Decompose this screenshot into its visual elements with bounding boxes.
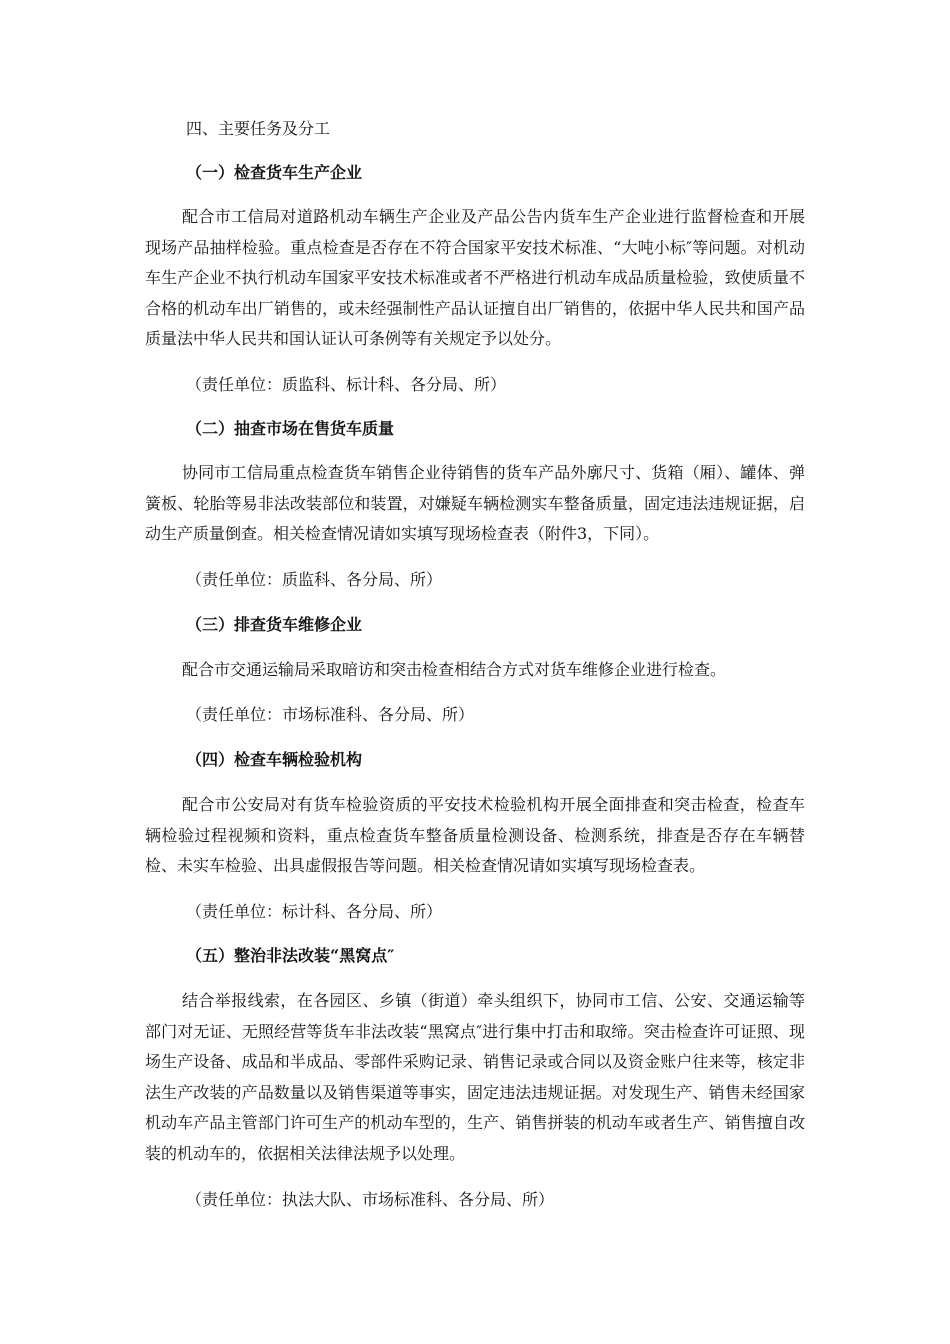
- subsection-body-5: 结合举报线索，在各园区、乡镇（街道）牵头组织下，协同市工信、公安、交通运输等部门对无证、无照经营等货车非法改装“黑窝点″进行集中打击和取缔。突击检查许可证照、现场生产设备、成品和半成品、零部件采购记录、销售记录或合同以及资金账户往来等，核定非法生产改装的产品数量以及销售渠道等事实，固定违法违规证据。对发现生产、销售未经国家机动车产品主管部门许可生产的机动车型的，生产、销售拼装的机动车或者生产、销售擅自改装的机动车的，依据相关法律法规予以处理。: [145, 991, 805, 1163]
- responsibility-note-1: （责任单位：质监科、标计科、各分局、所）: [186, 375, 507, 394]
- responsibility-note-4: （责任单位：标计科、各分局、所）: [186, 902, 443, 921]
- subsection-body-4: 配合市公安局对有货车检验资质的平安技术检验机构开展全面排查和突击检查，检查车辆检验过程视频和资料，重点检查货车整备质量检测设备、检测系统，排查是否存在车辆替检、未实车检验、出具虚假报告等问题。相关检查情况请如实填写现场检查表。: [145, 795, 805, 875]
- subsection-body-1: 配合市工信局对道路机动车辆生产企业及产品公告内货车生产企业进行监督检查和开展现场产品抽样检验。重点检查是否存在不符合国家平安技术标准、“大吨小标″等问题。对机动车生产企业不执行机动车国家平安技术标准或者不严格进行机动车成品质量检验，致使质量不合格的机动车出厂销售的，或未经强制性产品认证擅自出厂销售的，依据中华人民共和国产品质量法中华人民共和国认证认可条例等有关规定予以处分。: [145, 207, 805, 348]
- subsection-body-2: 协同市工信局重点检查货车销售企业待销售的货车产品外廓尺寸、货箱（厢）、罐体、弹簧板、轮胎等易非法改装部位和装置，对嫌疑车辆检测实车整备质量，固定违法违规证据，启动生产质量倒查。相关检查情况请如实填写现场检查表（附件3，下同）。: [145, 463, 805, 543]
- subsection-heading-1: （一）检查货车生产企业: [186, 163, 363, 182]
- subsection-heading-3: （三）排查货车维修企业: [186, 615, 363, 634]
- section-title: 四、主要任务及分工: [186, 119, 331, 138]
- subsection-heading-4: （四）检查车辆检验机构: [186, 750, 363, 769]
- responsibility-note-2: （责任单位：质监科、各分局、所）: [186, 570, 443, 589]
- subsection-body-3: 配合市交通运输局采取暗访和突击检查相结合方式对货车维修企业进行检查。: [182, 660, 727, 679]
- subsection-heading-5: （五）整治非法改装“黑窝点″: [186, 946, 395, 965]
- responsibility-note-5: （责任单位：执法大队、市场标准科、各分局、所）: [186, 1190, 555, 1209]
- subsection-heading-2: （二）抽查市场在售货车质量: [186, 419, 395, 438]
- responsibility-note-3: （责任单位：市场标准科、各分局、所）: [186, 705, 475, 724]
